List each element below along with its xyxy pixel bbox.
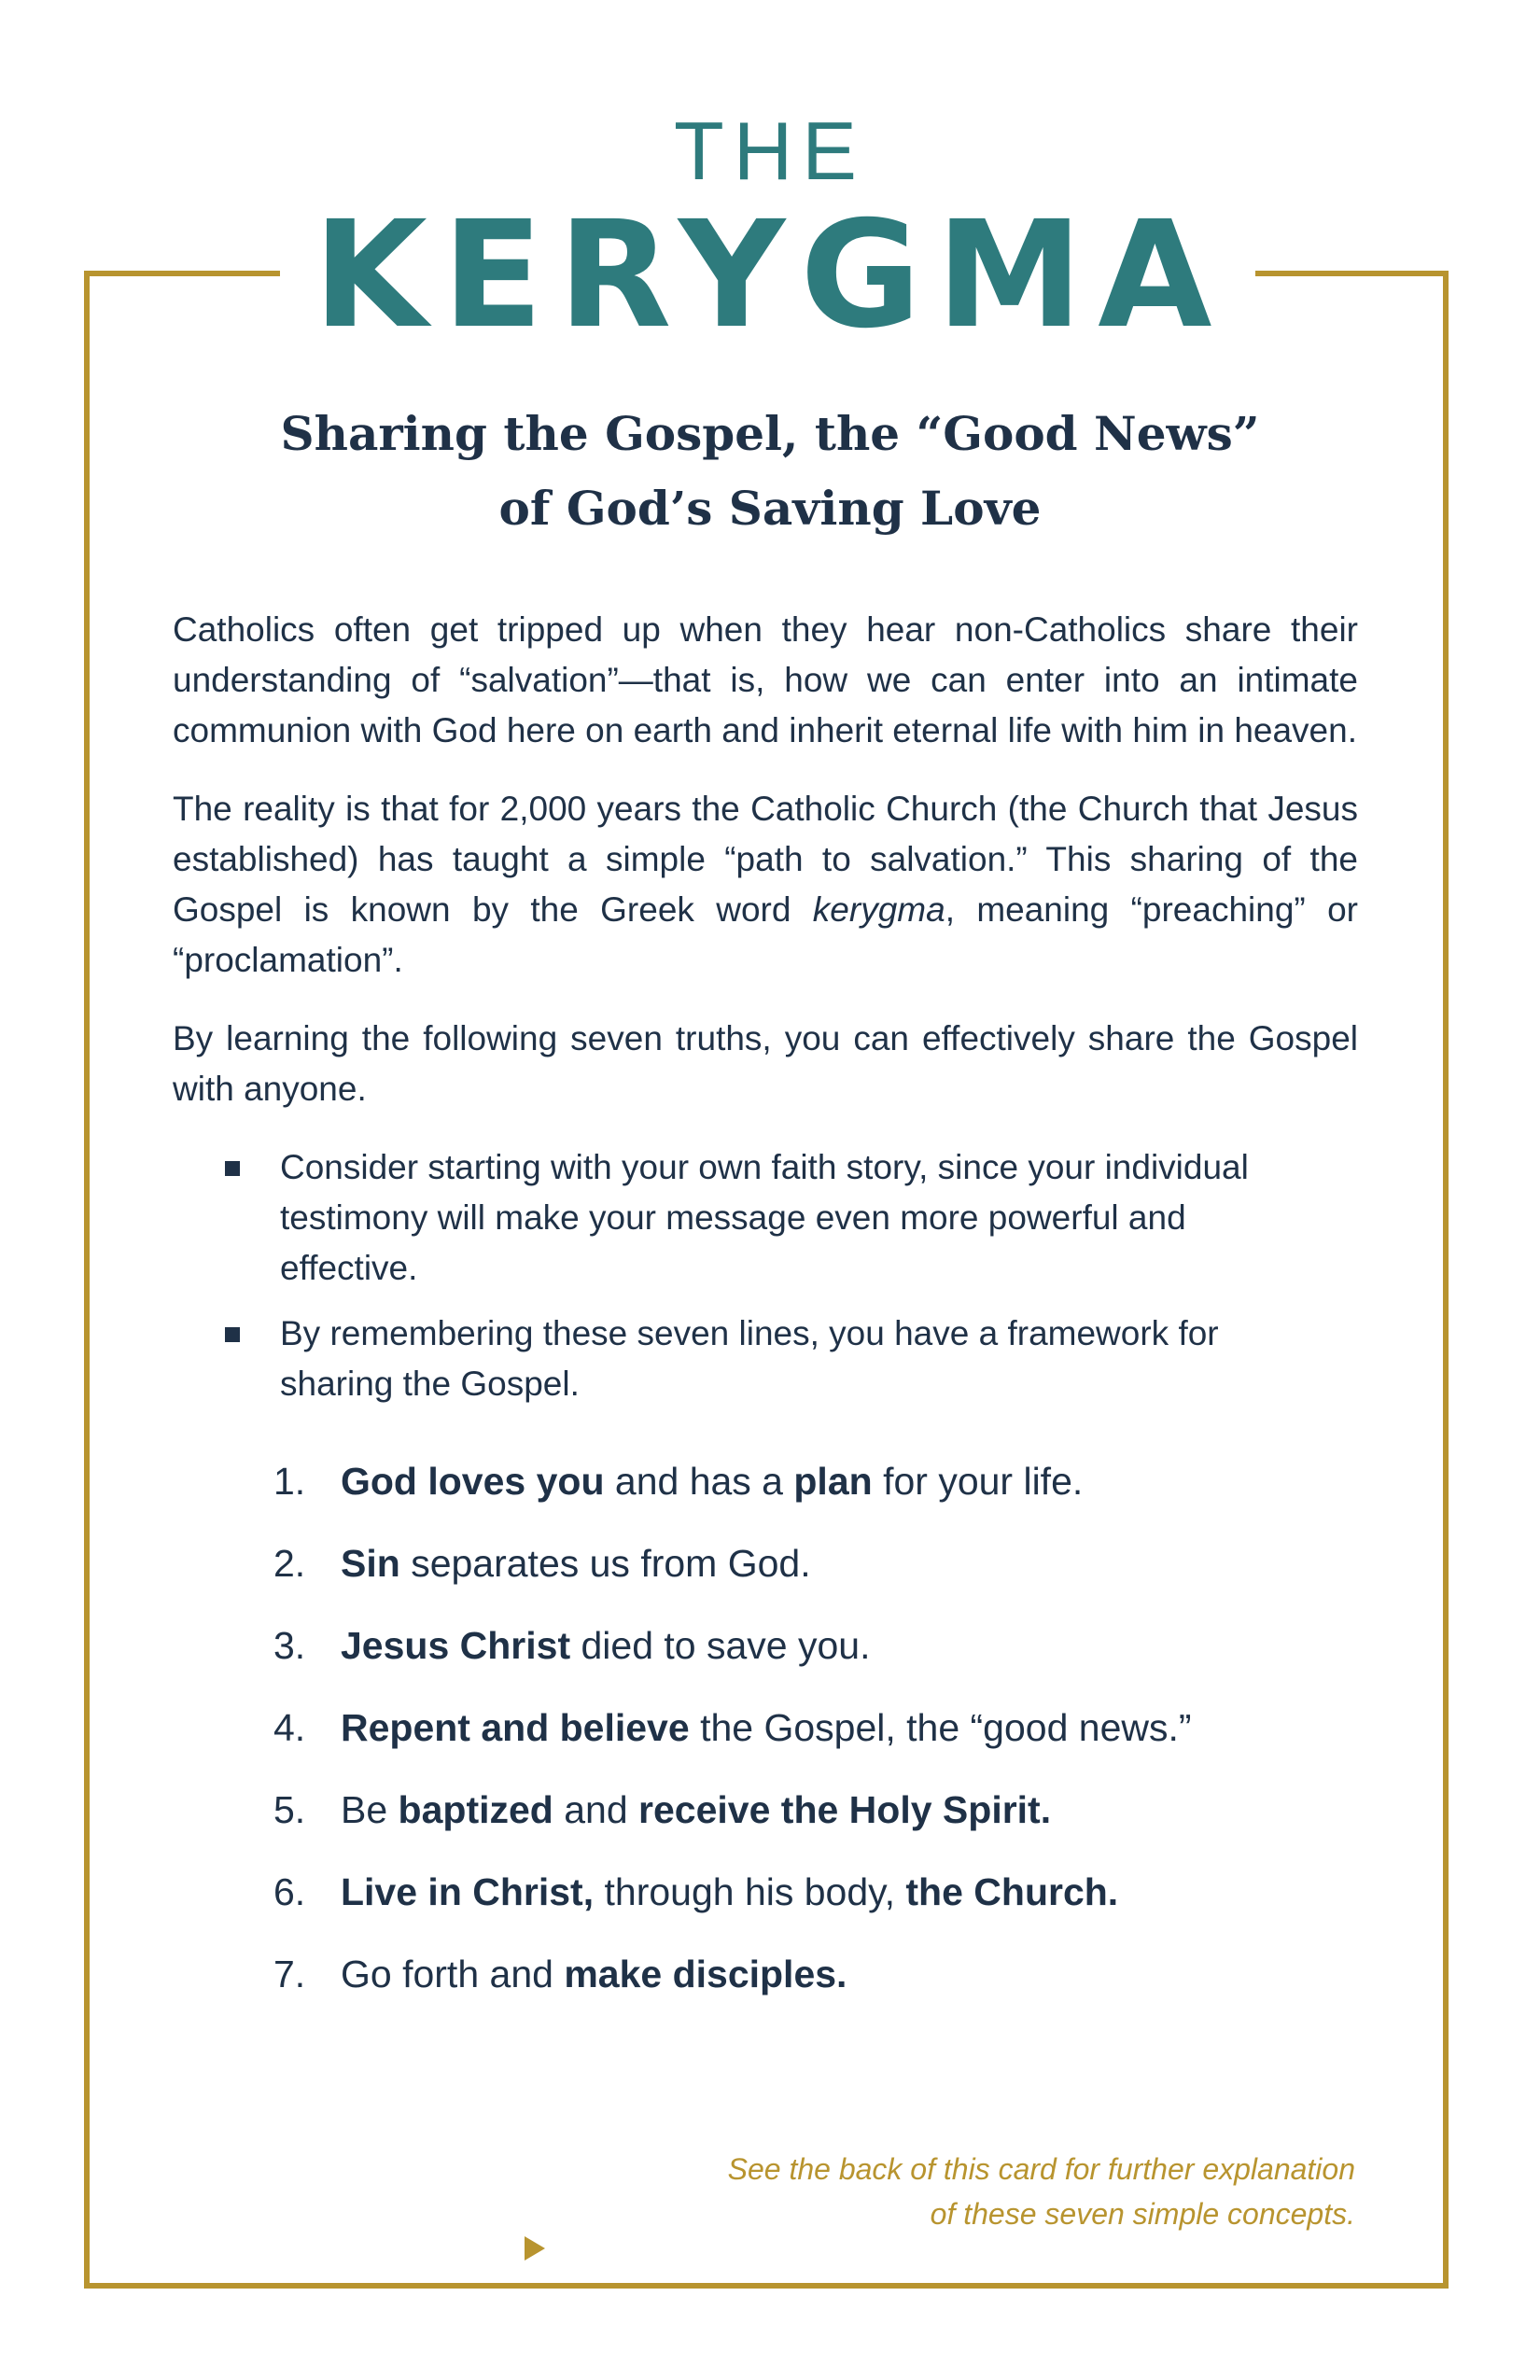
truth-number: 3. <box>273 1624 306 1667</box>
truth-number: 4. <box>273 1706 306 1749</box>
list-item <box>173 1142 1358 1294</box>
intro-paragraph-2 <box>173 784 1358 986</box>
subtitle-line-1: Sharing the Gospel, the “Good News” <box>280 406 1260 461</box>
truth-text: for your life. <box>872 1460 1084 1503</box>
subtitle-line-2: of God’s Saving Love <box>498 481 1042 536</box>
truth-text: through his body, <box>594 1870 906 1913</box>
tip-text: By remembering these seven lines, you have a framework for sharing the Gospel. <box>280 1314 1219 1403</box>
tips-list <box>173 1142 1358 1409</box>
truth-number: 5. <box>273 1788 306 1831</box>
truth-text: Be <box>341 1788 399 1831</box>
truth-item-6 <box>173 1869 1358 1915</box>
tip-text: Consider starting with your own faith story, since your individual testimony will make your message even more powerful and effective. <box>280 1148 1249 1287</box>
intro-paragraph-1: Catholics often get tripped up when they hear non-Catholics share their understanding of “salvation”—that is, how we can enter into an intimate communion with God here on earth and inherit eternal life with him in heaven. <box>173 610 1358 749</box>
footnote-line-2 <box>515 2191 1355 2261</box>
truth-number: 1. <box>273 1460 306 1503</box>
truth-item-5 <box>173 1786 1358 1833</box>
truth-key-phrase: God loves you <box>341 1460 605 1503</box>
square-bullet-icon <box>225 1161 240 1176</box>
list-item <box>173 1309 1358 1409</box>
truth-text: died to save you. <box>570 1624 871 1667</box>
truth-key-phrase: make disciples. <box>564 1953 847 1995</box>
truth-key-phrase: baptized <box>398 1788 553 1831</box>
paragraph-2-before: The reality is that for 2,000 years the Catholic Church (the Church that Jesus established) has taught a simple “path to salvation.” This sharing of the Gospel is known by the Greek word <box>173 790 1358 929</box>
paragraph-2-after: , meaning “preaching” or “proclamation”. <box>173 890 1358 979</box>
title-the: THE <box>674 105 866 197</box>
title-kerygma: KERYGMA <box>313 189 1227 361</box>
square-bullet-icon <box>225 1327 240 1342</box>
truth-number: 2. <box>273 1542 306 1585</box>
truth-key-phrase: receive the Holy Spirit. <box>638 1788 1052 1831</box>
truth-key-phrase: Live in Christ, <box>341 1870 595 1913</box>
footnote-line-1: See the back of this card for further explanation <box>727 2152 1355 2186</box>
truth-item-4 <box>173 1704 1358 1751</box>
play-arrow-icon <box>525 2236 545 2261</box>
truth-key-phrase: the Church. <box>905 1870 1119 1913</box>
truth-text: Go forth and <box>341 1953 565 1995</box>
subtitle <box>140 397 1400 546</box>
truth-text: and has a <box>604 1460 794 1503</box>
truth-text: and <box>553 1788 639 1831</box>
main-content <box>173 605 1358 2033</box>
truth-text: the Gospel, the “good news.” <box>689 1706 1192 1749</box>
truth-item-2 <box>173 1540 1358 1587</box>
truth-text: separates us from God. <box>399 1542 811 1585</box>
truth-key-phrase: Repent and believe <box>341 1706 690 1749</box>
intro-paragraph-3: By learning the following seven truths, you can effectively share the Gospel with anyone. <box>173 1019 1358 1108</box>
seven-truths-list <box>173 1458 1358 1997</box>
truth-key-phrase: Jesus Christ <box>341 1624 571 1667</box>
truth-key-phrase: Sin <box>341 1542 400 1585</box>
truth-item-3 <box>173 1622 1358 1669</box>
kerygma-term: kerygma <box>812 890 945 929</box>
footnote-line-2-text: of these seven simple concepts. <box>930 2197 1355 2231</box>
truth-number: 6. <box>273 1870 306 1913</box>
truth-key-phrase: plan <box>793 1460 873 1503</box>
truth-item-7 <box>173 1951 1358 1997</box>
truth-item-1 <box>173 1458 1358 1505</box>
truth-number: 7. <box>273 1953 306 1995</box>
back-of-card-note <box>515 2147 1355 2261</box>
